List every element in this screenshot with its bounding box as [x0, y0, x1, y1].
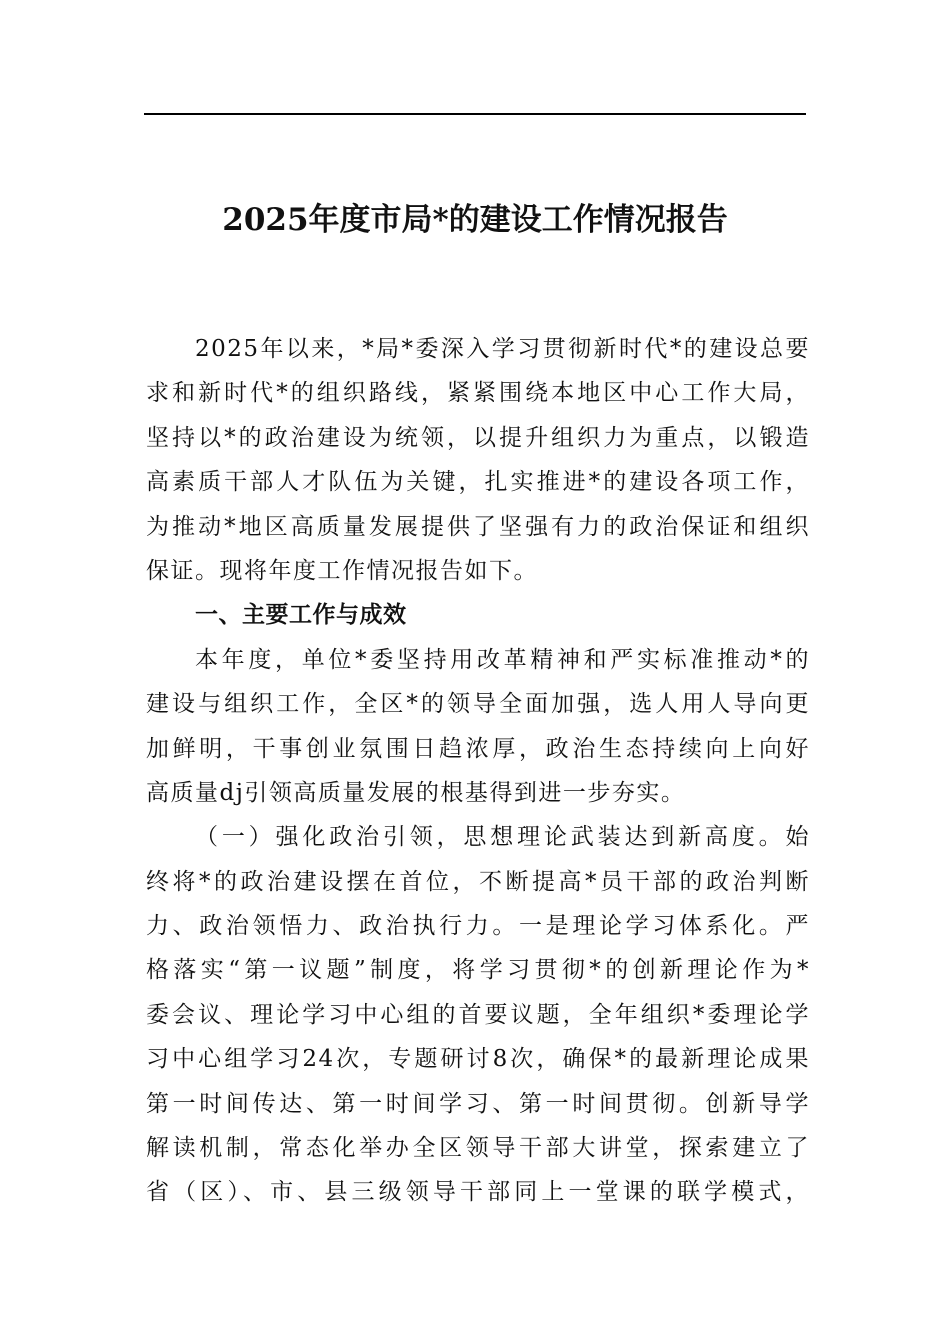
- paragraph-line: 加鲜明，干事创业氛围日趋浓厚，政治生态持续向上向好: [146, 735, 810, 762]
- paragraph-line: 为推动*地区高质量发展提供了坚强有力的政治保证和组织: [146, 513, 810, 540]
- paragraph-line: 委会议、理论学习中心组的首要议题，全年组织*委理论学: [146, 1001, 810, 1028]
- paragraph-line: 终将*的政治建设摆在首位，不断提高*员干部的政治判断: [146, 868, 810, 895]
- document-body: [146, 327, 810, 1215]
- paragraph-line: 保证。现将年度工作情况报告如下。: [146, 557, 538, 584]
- paragraph-line: 格落实“第一议题”制度，将学习贯彻*的创新理论作为*: [146, 957, 810, 984]
- paragraph-line: 2025年以来，*局*委深入学习贯彻新时代*的建设总要: [195, 336, 810, 362]
- paragraph-line: 本年度，单位*委坚持用改革精神和严实标准推动*的: [195, 646, 810, 673]
- paragraph-line: 省（区）、市、县三级领导干部同上一堂课的联学模式，: [146, 1179, 810, 1206]
- section-heading: 一、主要工作与成效: [195, 602, 407, 629]
- header-rule: [144, 113, 806, 115]
- paragraph-line: 习中心组学习24次，专题研讨8次，确保*的最新理论成果: [146, 1046, 810, 1073]
- paragraph-line: 高素质干部人才队伍为关键，扎实推进*的建设各项工作，: [146, 469, 810, 496]
- paragraph-line: 高质量dj引领高质量发展的根基得到进一步夯实。: [146, 779, 686, 806]
- paragraph-line: （一）强化政治引领，思想理论武装达到新高度。始: [195, 824, 810, 851]
- paragraph-line: 第一时间传达、第一时间学习、第一时间贯彻。创新导学: [146, 1090, 810, 1117]
- paragraph-line: 求和新时代*的组织路线，紧紧围绕本地区中心工作大局，: [146, 380, 810, 407]
- paragraph-line: 坚持以*的政治建设为统领，以提升组织力为重点，以锻造: [146, 424, 810, 451]
- paragraph-line: 建设与组织工作，全区*的领导全面加强，选人用人导向更: [146, 691, 810, 718]
- paragraph-line: 力、政治领悟力、政治执行力。一是理论学习体系化。严: [146, 913, 810, 940]
- paragraph-line: 解读机制，常态化举办全区领导干部大讲堂，探索建立了: [146, 1135, 810, 1162]
- document-title: 2025年度市局*的建设工作情况报告: [222, 202, 728, 238]
